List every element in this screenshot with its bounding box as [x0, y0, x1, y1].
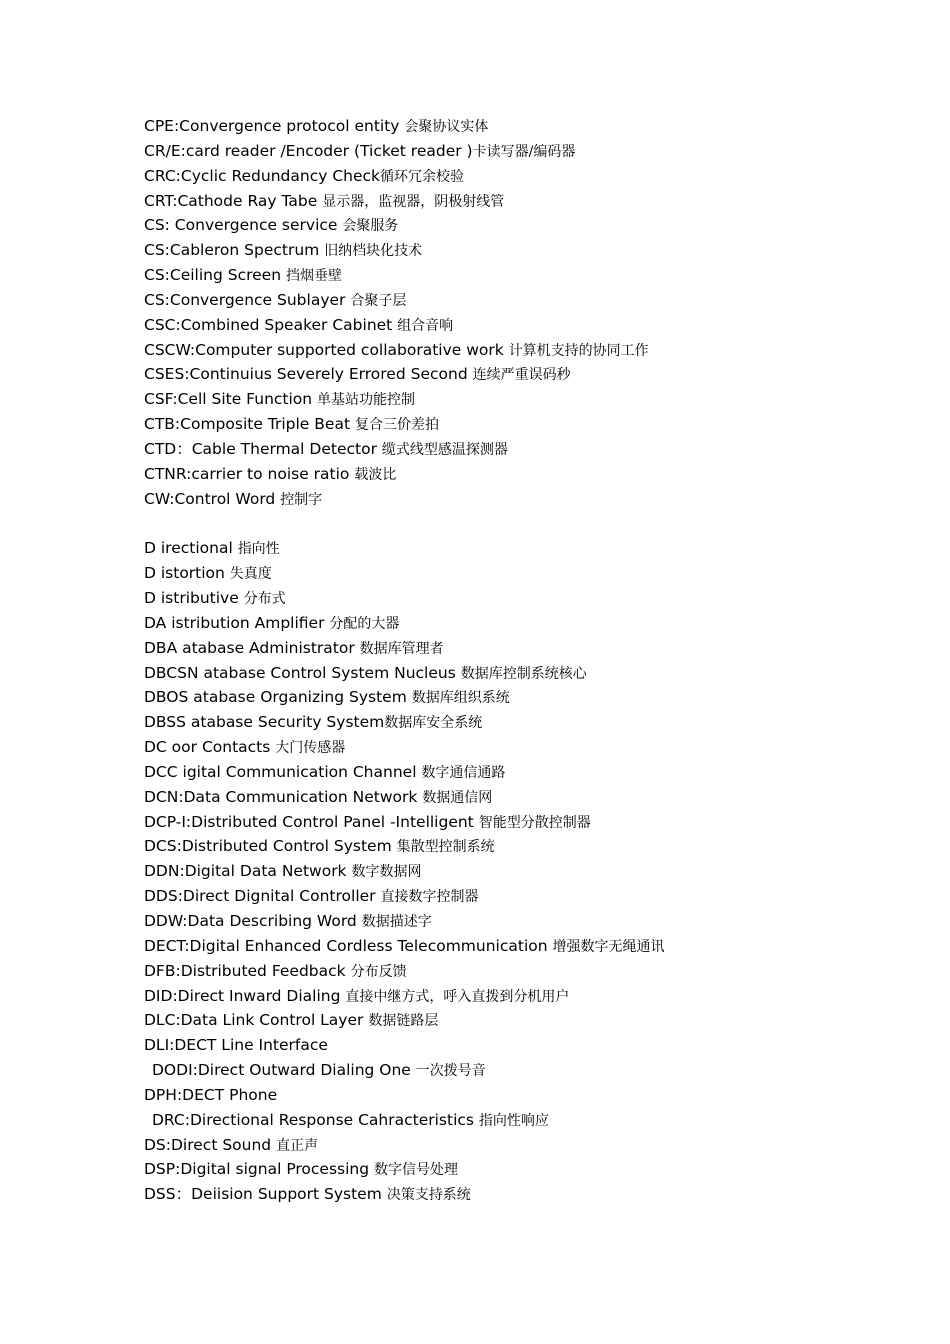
glossary-entry [144, 313, 904, 338]
entry-meaning: 数据链路层 [368, 1013, 439, 1030]
glossary-entry [144, 288, 904, 313]
entry-term: CS:Cableron Spectrum [144, 241, 325, 260]
glossary-entry [144, 785, 904, 810]
entry-term: DC oor Contacts [144, 738, 276, 757]
glossary-entry [144, 959, 904, 984]
glossary-entry [144, 685, 904, 710]
entry-term: D istributive [144, 589, 244, 608]
entry-meaning: 数字数据网 [351, 864, 422, 881]
entry-term: CSCW:Computer supported collaborative work [144, 340, 509, 359]
entry-term: DCC igital Communication Channel [144, 762, 422, 781]
entry-term: CTB:Composite Triple Beat [144, 415, 355, 434]
entry-meaning: 失真度 [229, 566, 272, 583]
glossary-entry [144, 437, 904, 462]
entry-meaning: 直正声 [276, 1137, 319, 1154]
entry-term: DBOS atabase Organizing System [144, 688, 412, 707]
entry-term: DECT:Digital Enhanced Cordless Telecommunication [144, 936, 553, 955]
glossary-entry [144, 561, 904, 586]
glossary-entry [144, 189, 904, 214]
glossary-entry [144, 1033, 904, 1058]
glossary-entry [144, 934, 904, 959]
glossary-entry [144, 362, 904, 387]
entry-term: DLC:Data Link Control Layer [144, 1011, 369, 1030]
entry-meaning: 载波比 [354, 466, 397, 483]
glossary-entry [144, 984, 904, 1009]
entry-term: DSP:Digital signal Processing [144, 1160, 375, 1179]
glossary-entry [144, 238, 904, 263]
entry-term: DSS：Deiision Support System [144, 1185, 387, 1204]
entry-term: DCN:Data Communication Network [144, 787, 423, 806]
entry-term: CSES:Continuius Severely Errored Second [144, 365, 473, 384]
glossary-entry [144, 487, 904, 512]
entry-meaning: 数据通信网 [422, 789, 493, 806]
glossary-entry [144, 1058, 904, 1083]
glossary-entry [144, 636, 904, 661]
entry-term: DFB:Distributed Feedback [144, 961, 351, 980]
entry-term: CTD：Cable Thermal Detector [144, 439, 382, 458]
entry-meaning: 分布反馈 [350, 963, 407, 980]
entry-term: DDW:Data Describing Word [144, 912, 362, 930]
entry-term: CW:Control Word [144, 489, 281, 508]
entry-term: CPE:Convergence protocol entity [144, 117, 405, 135]
entry-term: CTNR:carrier to noise ratio [144, 464, 355, 483]
entry-term: CSF:Cell Site Function [144, 390, 318, 409]
entry-term: DBSS atabase Security System [144, 713, 385, 732]
glossary-entry [144, 139, 904, 164]
entry-meaning: 大门传感器 [275, 740, 346, 757]
entry-meaning: 数据库安全系统 [384, 715, 483, 732]
glossary-entry [144, 1133, 904, 1158]
entry-meaning: 计算机支持的协同工作 [508, 342, 649, 359]
glossary-entry [144, 536, 904, 561]
glossary-entry [144, 1083, 904, 1108]
entry-term: DRC:Directional Response Cahracteristics [152, 1110, 479, 1129]
entry-meaning: 复合三价差拍 [354, 417, 439, 434]
glossary-entry [144, 263, 904, 288]
glossary-entry [144, 213, 904, 238]
glossary-entry [144, 661, 904, 686]
entry-meaning: 数字信号处理 [374, 1162, 459, 1179]
glossary-entry [144, 735, 904, 760]
entry-term: DODI:Direct Outward Dialing One [152, 1061, 416, 1080]
glossary-entry [144, 810, 904, 835]
entry-meaning: 数据库控制系统核心 [460, 665, 587, 682]
glossary-entry [144, 760, 904, 785]
entry-term: CSC:Combined Speaker Cabinet [144, 315, 398, 334]
entry-term: DDN:Digital Data Network [144, 862, 352, 881]
entry-meaning: 增强数字无绳通讯 [552, 938, 665, 955]
glossary-entry [144, 1008, 904, 1033]
entry-term: DID:Direct Inward Dialing [144, 986, 346, 1005]
glossary-entry [144, 1157, 904, 1182]
entry-term: CRC:Cyclic Redundancy Check [144, 166, 381, 185]
glossary-entry [144, 611, 904, 636]
glossary-entry [144, 909, 904, 934]
glossary-entry [144, 834, 904, 859]
entry-meaning: 循环冗余校验 [380, 168, 465, 185]
glossary-entry [144, 412, 904, 437]
entry-meaning: 分配的大器 [329, 615, 400, 632]
entry-term: D irectional [144, 539, 238, 558]
entry-term: DCS:Distributed Control System [144, 837, 397, 856]
glossary-entry [144, 164, 904, 189]
entry-term: D istortion [144, 564, 230, 583]
entry-term: DCP-I:Distributed Control Panel -Intelligent [144, 812, 479, 831]
entry-meaning: 单基站功能控制 [317, 392, 416, 409]
entry-term: DBCSN atabase Control System Nucleus [144, 663, 461, 682]
entry-meaning: 缆式线型感温探测器 [381, 441, 508, 458]
entry-meaning: 连续严重误码秒 [472, 367, 571, 384]
glossary-entry [144, 462, 904, 487]
glossary-entry [144, 114, 904, 139]
entry-term: CS:Convergence Sublayer [144, 290, 351, 309]
entry-term: CRT:Cathode Ray Tabe [144, 191, 323, 210]
entry-term: CS:Ceiling Screen [144, 266, 286, 285]
entry-meaning: 组合音响 [397, 317, 454, 334]
glossary-entry [144, 1108, 904, 1133]
entry-meaning: 智能型分散控制器 [478, 814, 591, 831]
entry-meaning: 一次拨号音 [415, 1063, 486, 1080]
entry-meaning: 直接数字控制器 [380, 889, 479, 906]
entry-meaning: 指向性 [237, 541, 280, 558]
entry-meaning: 挡烟垂壁 [285, 268, 342, 285]
glossary-entry [144, 586, 904, 611]
entry-meaning: 卡读写器/编码器 [472, 143, 576, 160]
entry-meaning: 会聚服务 [342, 218, 399, 235]
entry-term: DA istribution Amplifier [144, 613, 330, 632]
entry-meaning: 决策支持系统 [386, 1187, 471, 1204]
entry-meaning: 指向性响应 [478, 1112, 549, 1129]
entry-meaning: 分布式 [243, 591, 286, 608]
blank-line [144, 512, 904, 537]
entry-meaning: 数据库组织系统 [411, 690, 510, 707]
entry-term: DDS:Direct Dignital Controller [144, 887, 381, 906]
entry-term: DLI:DECT Line Interface [144, 1036, 328, 1055]
entry-term: DS:Direct Sound [144, 1135, 277, 1154]
glossary-entry [144, 338, 904, 363]
entry-meaning: 数据描述字 [361, 914, 432, 930]
entry-meaning: 显示器，监视器，阴极射线管 [322, 193, 505, 210]
entry-meaning: 合聚子层 [350, 292, 407, 309]
entry-meaning: 数据库管理者 [359, 640, 444, 657]
glossary-entry [144, 884, 904, 909]
glossary-entry [144, 859, 904, 884]
entry-meaning: 数字通信通路 [421, 764, 506, 781]
entry-meaning: 集散型控制系统 [396, 839, 495, 856]
entry-term: CR/E:card reader /Encoder (Ticket reader ) [144, 141, 473, 160]
entry-term: DPH:DECT Phone [144, 1085, 278, 1104]
entry-term: DBA atabase Administrator [144, 638, 360, 657]
entry-meaning: 直接中继方式，呼入直拨到分机用户 [345, 988, 570, 1005]
entry-meaning: 旧纳档块化技术 [324, 243, 423, 260]
glossary-entry [144, 387, 904, 412]
entry-term: CS: Convergence service [144, 216, 343, 235]
entry-meaning: 会聚协议实体 [404, 119, 489, 135]
entry-meaning: 控制字 [280, 491, 323, 508]
glossary-entry [144, 1182, 904, 1207]
glossary-entry [144, 710, 904, 735]
glossary-list [144, 114, 904, 1207]
